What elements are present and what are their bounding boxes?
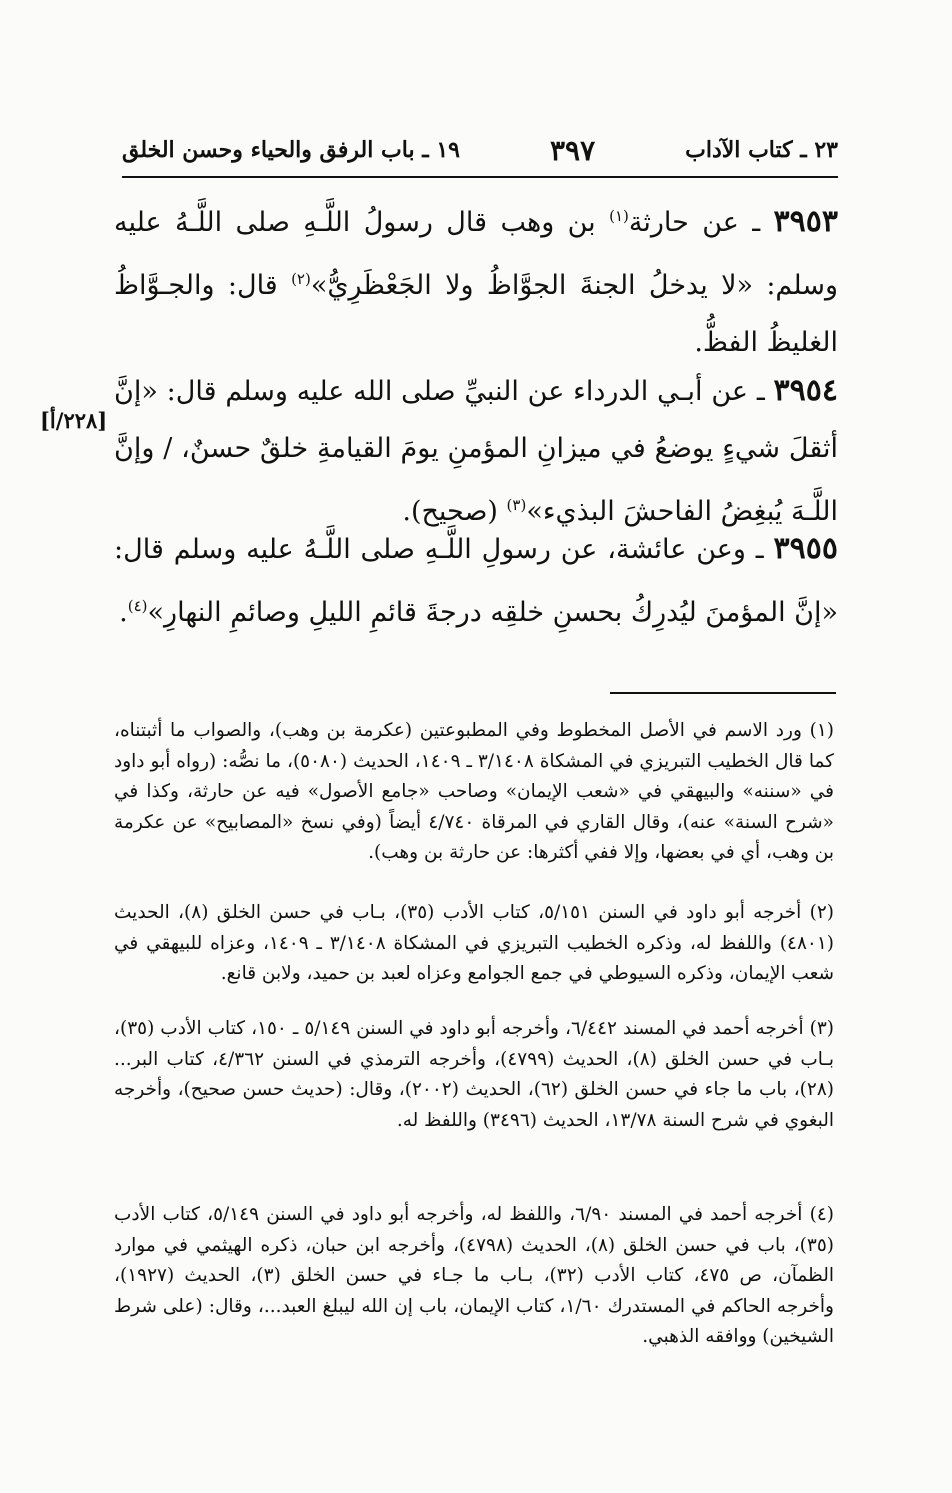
footnote-ref: (٣) bbox=[506, 496, 527, 514]
hadith-number: ٣٩٥٤ bbox=[773, 373, 838, 408]
hadith-text: (صحيح). bbox=[402, 496, 507, 527]
page-number: ٣٩٧ bbox=[549, 133, 596, 167]
hadith-text: ـ وعن عائشة، عن رسولِ اللَّـهِ صلى اللَّـهُ عليه وسلم قال: «إنَّ المؤمنَ ليُدرِكُ بحسنِ خلقِه درجةَ قائمِ الليلِ وصائمِ النهارِ» bbox=[114, 534, 838, 628]
hadith-number: ٣٩٥٥ bbox=[773, 531, 838, 566]
footnote-1 bbox=[114, 716, 834, 869]
footnote-text: أخرجه أحمد في المسند ٦/٩٠، واللفظ له، وأخرجه أبو داود في السنن ٥/١٤٩، كتاب الأدب (٣٥)، باب في حسن الخلق (٨)، الحديث (٤٧٩٨)، وأخرجه ابن حبان، ذكره الهيثمي في موارد الظمآن، ص ٤٧٥، كتاب الأدب (٣٢)، بـاب ما جـاء في حسن الخلق (٣)، الحديث (١٩٢٧)، وأخرجه الحاكم في المستدرك ١/٦٠، كتاب الإيمان، باب إن الله ليبلغ العبد...، وقال: (على شرط الشيخين) ووافقه الذهبي. bbox=[114, 1204, 834, 1347]
hadith-text: قال: والجـوَّاظُ الغليظُ الفظُّ. bbox=[114, 270, 838, 358]
footnote-ref: (٤) bbox=[127, 597, 148, 615]
footnote-divider bbox=[610, 692, 836, 694]
hadith-number: ٣٩٥٣ bbox=[773, 204, 838, 239]
hadith-3954 bbox=[114, 362, 838, 540]
footnote-2 bbox=[114, 898, 834, 990]
hadith-text: ـ عن أبـي الدرداء عن النبيِّ صلى الله عليه وسلم قال: «إنَّ أثقلَ شيءٍ يوضعُ في ميزانِ المؤمنِ يومَ القيامةِ خلقٌ حسنٌ، / وإنَّ اللَّـهَ يُبغِضُ الفاحشَ البذيء» bbox=[114, 376, 838, 527]
hadith-text: ـ عن حارثة bbox=[628, 207, 774, 238]
footnote-number: (٣) bbox=[809, 1018, 835, 1039]
footnote-text: أخرجه أحمد في المسند ٦/٤٤٢، وأخرجه أبو داود في السنن ٥/١٤٩ ـ ١٥٠، كتاب الأدب (٣٥)، بـاب في حسن الخلق (٨)، الحديث (٤٧٩٩)، وأخرجه الترمذي في السنن ٤/٣٦٢، كتاب البر... (٢٨)، باب ما جاء في حسن الخلق (٦٢)، الحديث (٢٠٠٢)، وقال: (حديث حسن صحيح)، وأخرجه البغوي في شرح السنة ١٣/٧٨، الحديث (٣٤٩٦) واللفظ له. bbox=[114, 1018, 835, 1131]
folio-marker: [٢٢٨/أ] bbox=[40, 408, 108, 433]
running-header bbox=[122, 124, 838, 178]
footnote-ref: (٢) bbox=[291, 270, 311, 288]
section-title: ١٩ ـ باب الرفق والحياء وحسن الخلق bbox=[122, 137, 460, 163]
footnote-text: ورد الاسم في الأصل المخطوط وفي المطبوعتين (عكرمة بن وهب)، والصواب ما أثبتناه، كما قال الخطيب التبريزي في المشكاة ٣/١٤٠٨ ـ ١٤٠٩، الحديث (٥٠٨٠)، ما نصُّه: (رواه أبو داود في «سننه» والبيهقي في «شعب الإيمان» وصاحب «جامع الأصول» فيه عن حارثة، وكذا في «شرح السنة» عنه)، وقال القاري في المرقاة ٤/٧٤٠ أيضاً (وفي نسخ «المصابيح» عن عكرمة بن وهب، أي في بعضها، وإلا ففي أكثرها: عن حارثة بن وهب). bbox=[114, 720, 834, 863]
footnote-number: (٢) bbox=[809, 902, 834, 923]
chapter-title: ٢٣ ـ كتاب الآداب bbox=[685, 137, 838, 163]
footnote-number: (١) bbox=[809, 720, 834, 741]
hadith-text: بن وهب قال رسولُ اللَّـهِ صلى اللَّـهُ عليه وسلم: «لا يدخلُ الجنةَ الجوَّاظُ ولا الجَعْظَرِيُّ» bbox=[114, 207, 838, 301]
hadith-text: . bbox=[119, 597, 128, 628]
footnote-3 bbox=[114, 1014, 834, 1136]
hadith-3953 bbox=[114, 188, 838, 371]
footnote-4 bbox=[114, 1200, 834, 1353]
footnote-text: أخرجه أبو داود في السنن ٥/١٥١، كتاب الأدب (٣٥)، بـاب في حسن الخلق (٨)، الحديث (٤٨٠١) واللفظ له، وذكره الخطيب التبريزي في المشكاة ٣/١٤٠٨ ـ ١٤٠٩، وعزاه للبيهقي في شعب الإيمان، وذكره السيوطي في جمع الجوامع وعزاه لعبد بن حميد، ولابن قانع. bbox=[114, 902, 834, 984]
footnote-ref: (١) bbox=[609, 207, 629, 225]
hadith-3955 bbox=[114, 520, 838, 641]
footnote-number: (٤) bbox=[809, 1204, 834, 1225]
